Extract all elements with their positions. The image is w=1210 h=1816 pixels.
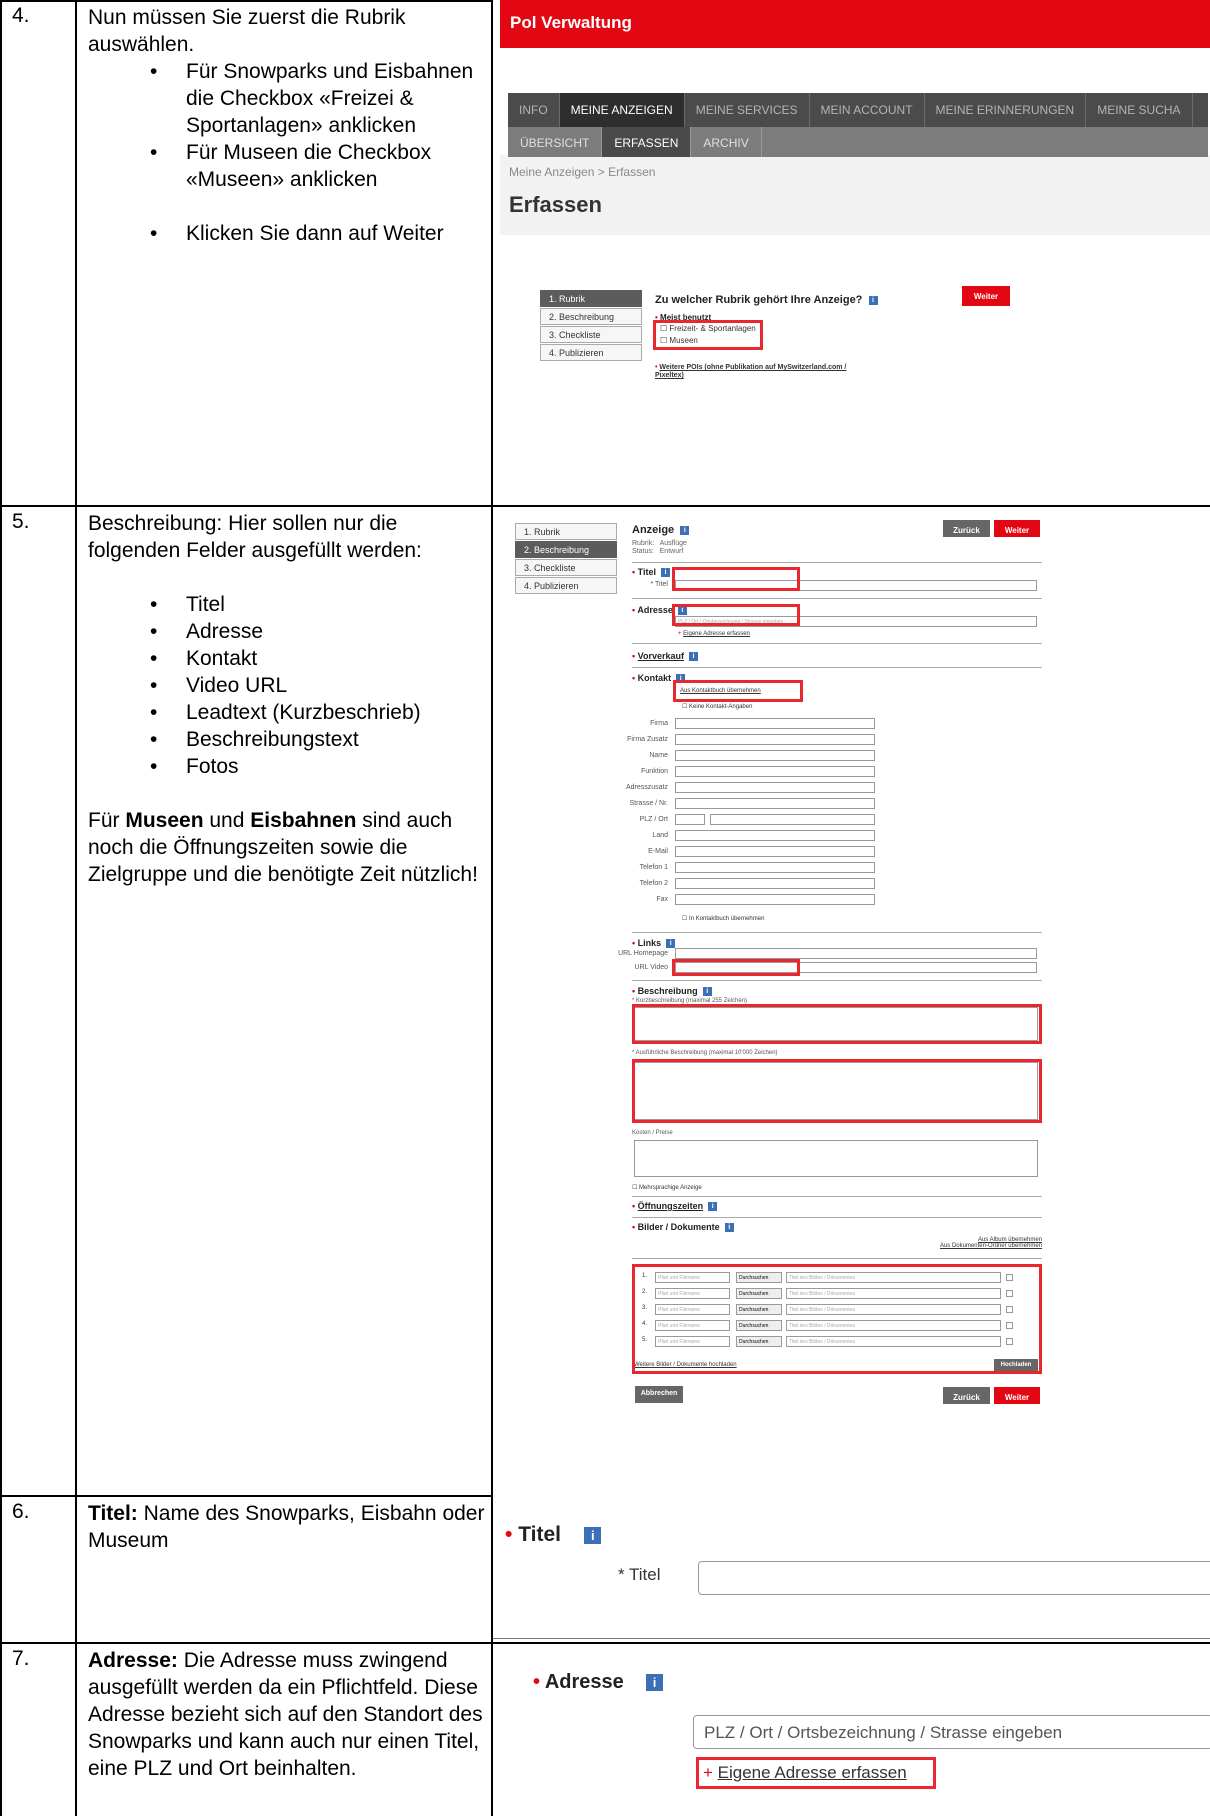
album-link[interactable]: Aus Album übernehmen [977,1237,1042,1243]
vorverkauf-section[interactable]: • Vorverkauf i [632,651,698,661]
bullet-list [88,591,488,780]
note-text: Für [88,809,126,832]
step-beschreibung[interactable]: 2. Beschreibung [515,541,617,558]
nav-item-meine-services[interactable]: MEINE SERVICES [685,93,810,127]
aus-kontaktbuch-text: Aus Kontaktbuch übernehmen [680,688,761,694]
nav-item-info[interactable]: INFO [508,93,560,127]
keine-kontakt-label: Keine Kontakt-Angaben [689,704,753,710]
kosten-textarea[interactable] [634,1140,1038,1177]
checkbox-freizeit-label: Freizeit- & Sportanlagen [669,324,756,333]
screenshot-titel [493,1497,1210,1640]
tab-erfassen[interactable]: ERFASSEN [602,127,691,157]
tab-archiv[interactable]: ARCHIV [691,127,761,157]
contact-field-input[interactable] [675,878,875,889]
main-nav [508,93,1208,127]
ausfuehrliche-label: * Ausführliche Beschreibung (maximal 10'000 Zeichen) [632,1050,778,1056]
info-icon[interactable]: i [584,1527,601,1544]
highlight-box [653,320,763,350]
breadcrumb: Meine Anzeigen > Erfassen [509,165,656,179]
list-item: • Beschreibungstext [88,726,488,753]
note-paragraph [88,807,488,888]
checkbox-freizeit[interactable]: ☐ Freizeit- & Sportanlagen [660,324,756,333]
info-icon[interactable]: i [689,652,698,661]
nav-item-meine-suche[interactable]: MEINE SUCHA [1086,93,1192,127]
titel-field-label: * Titel [650,581,668,588]
oeffnungszeiten-section[interactable]: • Öffnungszeiten i [632,1201,717,1211]
durchsuchen-button[interactable]: Durchsuchen [736,1304,782,1315]
oeffnungszeiten-label: Öffnungszeiten [637,1201,704,1211]
bilder-label: Bilder / Dokumente [637,1222,720,1232]
eigene-adresse-text: Eigene Adresse erfassen [683,631,750,637]
adresse-section: • Adresse i [533,1671,663,1694]
adresse-label: Adresse [544,1671,624,1693]
info-icon[interactable]: i [661,568,670,577]
info-icon[interactable]: i [708,1202,717,1211]
body-text: Name des Snowparks, Eisbahn oder Museum [88,1502,485,1552]
contact-field-label: Funktion [641,768,668,775]
rubrik-label: Rubrik: [632,540,655,547]
rubrik-question [655,294,878,306]
row-divider-2 [0,1495,493,1497]
divider [493,1638,1210,1639]
note-text: sind auch noch die Öffnungszeiten sowie die Zielgruppe und die benötigte Zeit nützlich! [88,809,478,886]
beschreibung-label: Beschreibung [637,986,698,996]
contact-field-label: Firma Zusatz [627,736,668,743]
row-number: 5. [12,510,30,533]
step-rubrik[interactable]: 1. Rubrik [515,523,617,540]
info-icon[interactable]: i [725,1223,734,1232]
contact-field-input[interactable] [675,750,875,761]
contact-field-label: Fax [656,896,668,903]
file-title-input[interactable]: Titel des Bildes / Dokumentes [786,1288,1001,1299]
titel-field-label: * Titel [618,1565,661,1584]
zurueck-button[interactable]: Zurück [943,1387,990,1404]
step-publizieren[interactable]: 4. Publizieren [515,577,617,594]
note-bold: Museen [125,809,204,832]
meist-benutzt-label: • Meist benutzt [655,313,712,322]
list-item: • Kontakt [88,645,488,672]
file-title-input[interactable]: Titel des Bildes / Dokumentes [786,1336,1001,1347]
anzeige-heading [632,524,689,536]
intro-text: Nun müssen Sie zuerst die Rubrik auswählen. [88,6,406,56]
contact-field-label: Adresszusatz [625,784,668,791]
contact-field-label: Strasse / Nr. [629,800,668,807]
plz-input[interactable] [675,814,705,825]
in-kontaktbuch-label: In Kontaktbuch übernehmen [689,916,765,922]
adresse-input[interactable]: PLZ / Ort / Ortsbezeichnung / Strasse eingeben [675,616,1037,627]
sub-nav [508,127,1208,157]
file-path-input[interactable]: Pfad und Filename [655,1320,730,1331]
url-video-label: URL Video [634,964,668,971]
titel-section: • Titel i [505,1523,601,1547]
row-number: 7. [12,1647,30,1670]
list-item: • Video URL [88,672,488,699]
weiter-button[interactable]: Weiter [994,1387,1040,1404]
contact-field-input[interactable] [675,718,875,729]
titel-label: Titel [637,567,656,577]
divider [632,932,1042,933]
tab-uebersicht[interactable]: ÜBERSICHT [508,127,602,157]
bilder-section: • Bilder / Dokumente i [632,1222,734,1232]
info-icon[interactable]: i [703,987,712,996]
divider [632,1217,1042,1218]
label-bold: Titel: [88,1502,138,1525]
file-row-number: 3. [642,1305,648,1311]
list-item: • Leadtext (Kurzbeschrieb) [88,699,488,726]
info-icon[interactable]: i [869,296,878,305]
vorverkauf-label: Vorverkauf [637,651,685,661]
row-text [88,510,488,888]
highlight-box [672,567,800,591]
kontakt-label: Kontakt [637,673,672,683]
bullet-list [88,220,488,247]
mehrsprachig-label: Mehrsprachige Anzeige [639,1185,702,1191]
table-divider-1 [75,0,77,1816]
highlight-box [632,1004,1042,1044]
list-item: • Fotos [88,753,488,780]
status-label: Status: [632,548,654,555]
weiter-button[interactable]: Weiter [962,286,1010,306]
file-row-number: 5. [642,1337,648,1343]
row-number: 4. [12,4,30,27]
step-publizieren[interactable]: 4. Publizieren [540,344,642,361]
beschreibung-section: • Beschreibung i [632,986,712,996]
highlight-box [696,1757,936,1789]
body-text: Die Adresse muss zwingend ausgefüllt werden da ein Pflichtfeld. Diese Adresse bezieht sich auf den Standort des Snowparks und kann auch nur einen Titel, eine PLZ und Ort beinhalten. [88,1649,483,1780]
highlight-box [673,680,803,702]
list-item: • Für Snowparks und Eisbahnen die Checkbox «Freizei & Sportanlagen» anklicken [88,58,488,139]
eigene-adresse-link[interactable]: + Eigene Adresse erfassen [703,1763,907,1782]
keine-kontakt-checkbox[interactable]: ☐ Keine Kontakt-Angaben [682,704,753,710]
contact-field-input[interactable] [675,798,875,809]
screenshot-beschreibung [510,510,1070,1440]
zurueck-button[interactable]: Zurück [943,520,990,537]
contact-field-input[interactable] [675,766,875,777]
contact-field-input[interactable] [675,830,875,841]
divider [632,598,1042,599]
nav-item-meine-erinnerungen[interactable]: MEINE ERINNERUNGEN [925,93,1087,127]
weitere-pois-link[interactable]: • Weitere POIs (ohne Publikation auf MySwitzerland.com / Pixeltex) [655,364,847,379]
step-checkliste[interactable]: 3. Checkliste [540,326,642,343]
durchsuchen-button[interactable]: Durchsuchen [736,1272,782,1283]
contact-field-label: Land [652,832,668,839]
step-checkliste[interactable]: 3. Checkliste [515,559,617,576]
titel-input[interactable] [698,1561,1210,1595]
kurzbeschreibung-label: * Kurzbeschreibung (maximal 255 Zeichen) [632,998,748,1004]
contact-field-input[interactable] [675,846,875,857]
info-icon[interactable]: i [646,1674,663,1691]
table-border-left [0,0,2,1816]
dokumenten-ordner-link[interactable]: Aus Dokumenten-Ordner übernehmen [939,1243,1042,1249]
list-item: • Titel [88,591,488,618]
weitere-bilder-text: Weitere Bilder / Dokumente hochladen [634,1362,737,1368]
checkbox-museen[interactable]: ☐ Museen [660,336,698,345]
file-row-number: 2. [642,1289,648,1295]
contact-field-label: Name [649,752,668,759]
kontakt-section: • Kontakt i [632,673,685,683]
row-text [88,1500,488,1554]
info-icon[interactable]: i [676,674,685,683]
titel-section: • Titel i [632,567,670,577]
divider [632,562,1042,563]
question-text: Zu welcher Rubrik gehört Ihre Anzeige? [655,294,863,306]
meist-text: Meist benutzt [660,313,712,322]
nav-item-mein-account[interactable]: MEIN ACCOUNT [810,93,925,127]
info-icon[interactable]: i [678,606,687,615]
weitere-pois-text: Weitere POIs (ohne Publikation auf MySwitzerland.com / Pixeltex) [655,364,847,379]
rubrik-value: Ausflüge [659,540,687,547]
label-bold: Adresse: [88,1649,178,1672]
intro-text: Beschreibung: Hier sollen nur die folgenden Felder ausgefüllt werden: [88,512,422,562]
file-title-input[interactable]: Titel des Bildes / Dokumentes [786,1320,1001,1331]
contact-field-input[interactable] [675,782,875,793]
contact-field-input[interactable] [675,862,875,873]
contact-field-input[interactable] [675,734,875,745]
row-number: 6. [12,1500,30,1523]
row-divider-1 [0,505,1210,507]
url-homepage-label: URL Homepage [618,950,668,957]
file-row-number: 1. [642,1273,648,1279]
file-title-input[interactable]: Titel des Bildes / Dokumentes [786,1272,1001,1283]
eigene-adresse-text: Eigene Adresse erfassen [717,1763,907,1782]
row-text [88,1647,488,1782]
durchsuchen-button[interactable]: Durchsuchen [736,1320,782,1331]
contact-field-label: PLZ / Ort [639,816,668,823]
contact-field-label: Telefon 2 [639,880,668,887]
file-path-input[interactable]: Pfad und Filename [655,1288,730,1299]
links-section: • Links i [632,938,675,948]
row-text [88,4,488,247]
table-border-top [0,0,493,2]
highlight-box [672,959,800,976]
file-row-number: 4. [642,1321,648,1327]
highlight-box [632,1264,1042,1374]
file-path-input[interactable]: Pfad und Filename [655,1336,730,1347]
album-links[interactable] [940,1237,1042,1249]
mehrsprachig-checkbox[interactable]: ☐ Mehrsprachige Anzeige [632,1185,702,1191]
step-list [540,290,642,362]
contact-field-label: Telefon 1 [639,864,668,871]
nav-item-meine-anzeigen[interactable]: MEINE ANZEIGEN [560,93,685,127]
screenshot-adresse [493,1644,1210,1816]
info-icon[interactable]: i [666,939,675,948]
note-bold: Eisbahnen [250,809,357,832]
file-path-input[interactable]: Pfad und Filename [655,1304,730,1315]
note-text: und [203,809,251,832]
contact-field-input[interactable] [675,894,875,905]
in-kontaktbuch-checkbox[interactable]: ☐ In Kontaktbuch übernehmen [682,916,765,922]
divider [632,1196,1042,1197]
divider [632,643,1042,644]
contact-field-label: Firma [650,720,668,727]
list-item: • Adresse [88,618,488,645]
step-beschreibung[interactable]: 2. Beschreibung [540,308,642,325]
ort-input[interactable] [710,814,875,825]
abbrechen-button[interactable]: Abbrechen [635,1386,683,1403]
adresse-input[interactable]: PLZ / Ort / Ortsbezeichnung / Strasse eingeben [693,1715,1210,1749]
titel-label: Titel [518,1523,561,1546]
rubrik-status [632,540,687,556]
step-rubrik[interactable]: 1. Rubrik [540,290,642,307]
file-path-input[interactable]: Pfad und Filename [655,1272,730,1283]
status-value: Entwurf [659,548,684,555]
highlight-box [632,1059,1042,1123]
durchsuchen-button[interactable]: Durchsuchen [736,1336,782,1347]
durchsuchen-button[interactable]: Durchsuchen [736,1288,782,1299]
file-title-input[interactable]: Titel des Bildes / Dokumentes [786,1304,1001,1315]
divider [632,980,1042,981]
list-item: • Für Museen die Checkbox «Museen» anklicken [88,139,488,193]
adresse-section: • Adresse i [632,605,687,615]
contact-field-label: E-Mail [648,848,668,855]
divider [632,1258,1042,1259]
info-icon[interactable]: i [680,526,689,535]
adresse-label: Adresse [637,605,673,615]
divider [632,667,1042,668]
bullet-list [88,58,488,193]
hochladen-button[interactable]: Hochladen [994,1359,1038,1372]
links-label: Links [637,938,662,948]
kosten-label: Kosten / Preise [632,1130,673,1136]
screenshot-rubrik [500,0,1210,503]
list-item: • Klicken Sie dann auf Weiter [88,220,488,247]
weiter-button[interactable]: Weiter [994,520,1040,537]
highlight-box [672,604,800,626]
anzeige-text: Anzeige [632,524,675,536]
eigene-adresse-link[interactable]: + Eigene Adresse erfassen [678,631,750,637]
page-title: Erfassen [509,192,602,217]
app-title: Pol Verwaltung [500,0,1210,48]
checkbox-museen-label: Museen [669,336,698,345]
url-homepage-input[interactable] [675,948,1037,959]
